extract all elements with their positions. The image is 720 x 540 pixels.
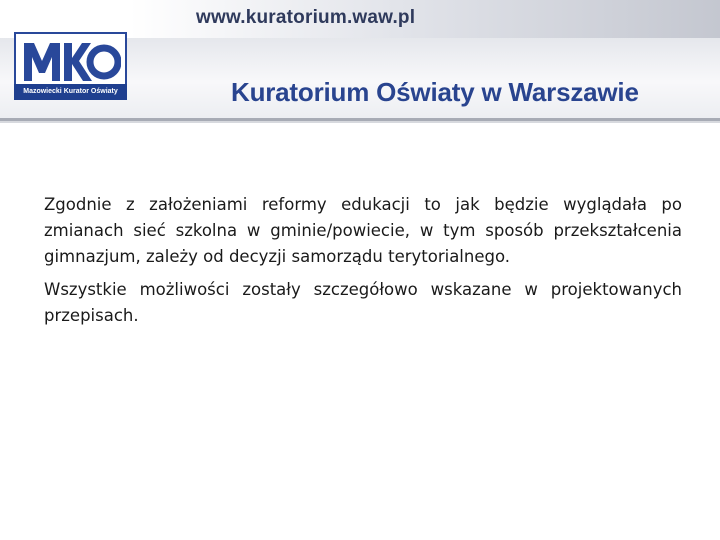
paragraph-reform: Zgodnie z założeniami reformy edukacji to jak będzie wyglądała po zmianach sieć szkolna w gminie/powiecie, w tym sposób przekształcenia gimnazjum, zależy od decyzji samorządu terytorialnego.: [44, 195, 682, 266]
website-url[interactable]: www.kuratorium.waw.pl: [196, 7, 416, 28]
paragraph-possibilities: Wszystkie możliwości zostały szczegółowo wskazane w projektowanych przepisach.: [44, 280, 682, 325]
main-content: [44, 192, 682, 336]
institution-title: Kuratorium Oświaty w Warszawie: [231, 77, 639, 107]
logo-caption: Mazowiecki Kurator Oświaty: [14, 84, 127, 100]
mko-logo-mark: [20, 37, 121, 85]
header-divider-light: [0, 121, 720, 123]
